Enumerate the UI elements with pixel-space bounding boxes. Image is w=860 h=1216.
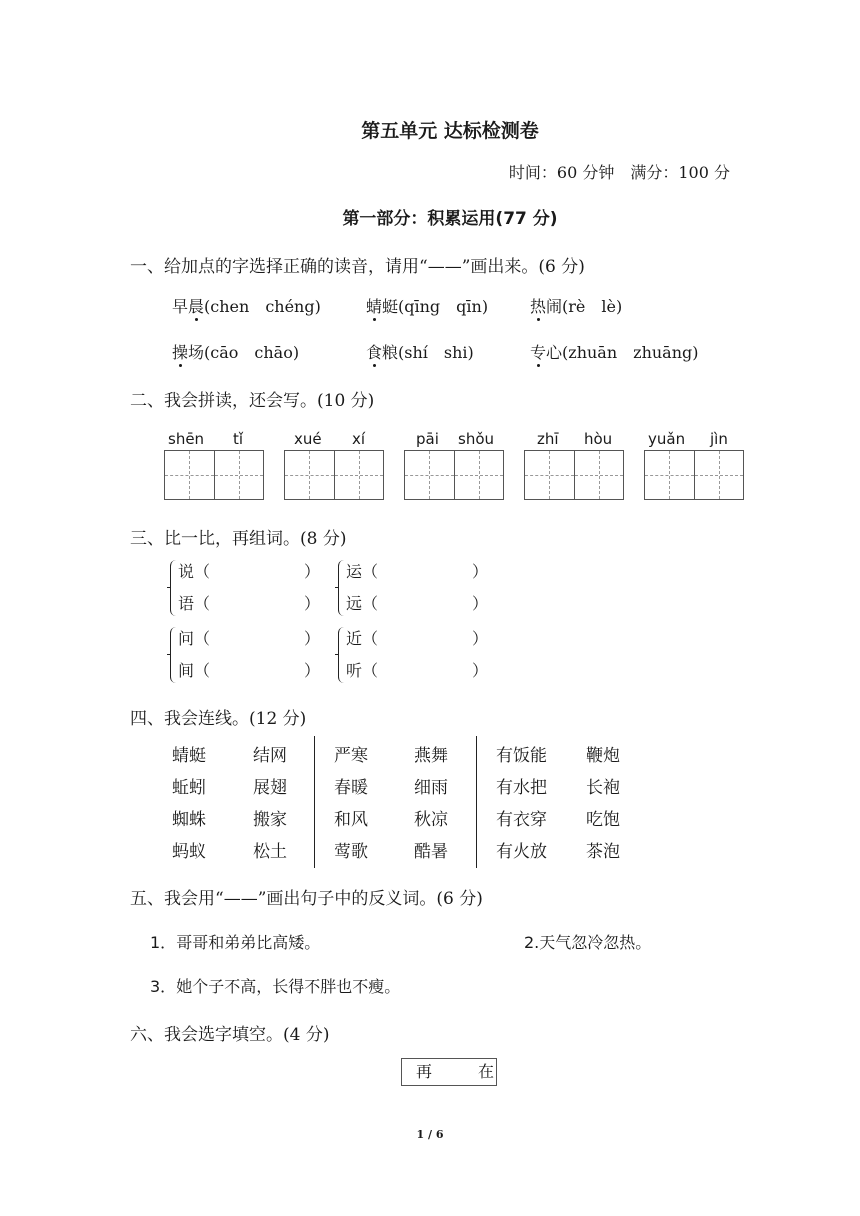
match-word[interactable]: 松土	[253, 842, 287, 862]
pinyin-label: shǒu	[458, 430, 495, 448]
match-word[interactable]: 吃饱	[586, 810, 620, 830]
match-word[interactable]: 蜻蜓	[172, 746, 206, 766]
writing-grid[interactable]	[524, 450, 624, 500]
compare-row[interactable]: 问（ ）	[178, 629, 321, 648]
compare-group	[346, 556, 488, 620]
pinyin-label: pāi	[416, 430, 439, 448]
grid-cell[interactable]	[214, 451, 263, 499]
match-word[interactable]: 春暖	[334, 778, 368, 798]
q1-item: 早晨(chen chéng)	[172, 297, 321, 316]
match-word[interactable]: 严寒	[334, 746, 368, 766]
pinyin-label: jìn	[710, 430, 728, 448]
match-word[interactable]: 有饭能	[496, 746, 547, 766]
brace-mark	[338, 627, 345, 683]
grid-cell[interactable]	[334, 451, 383, 499]
grid-cell[interactable]	[645, 451, 694, 499]
sentence-1[interactable]: 1．哥哥和弟弟比高矮。	[150, 933, 321, 952]
match-word[interactable]: 展翅	[253, 778, 287, 798]
match-word[interactable]: 蚯蚓	[172, 778, 206, 798]
grid-cell[interactable]	[165, 451, 214, 499]
match-column	[253, 740, 287, 868]
match-column	[414, 740, 448, 868]
q1-item: 热闹(rè lè)	[530, 297, 623, 316]
match-column	[496, 740, 547, 868]
match-column	[586, 740, 620, 868]
pinyin-label: xué	[294, 430, 322, 448]
writing-grid[interactable]	[404, 450, 504, 500]
q2-heading: 二、我会拼读，还会写。(10 分)	[130, 391, 375, 411]
match-word[interactable]: 有水把	[496, 778, 547, 798]
match-word[interactable]: 莺歌	[334, 842, 368, 862]
match-word[interactable]: 搬家	[253, 810, 287, 830]
q1-item: 操场(cāo chāo)	[172, 343, 300, 362]
pinyin-label: tǐ	[233, 430, 244, 448]
match-word[interactable]: 燕舞	[414, 746, 448, 766]
match-word[interactable]: 秋凉	[414, 810, 448, 830]
page-number: 1 / 6	[416, 1128, 444, 1141]
writing-grid[interactable]	[284, 450, 384, 500]
q1-item: 蜻蜓(qīng qīn)	[366, 297, 489, 316]
compare-row[interactable]: 近（ ）	[346, 629, 489, 648]
part-heading: 第一部分：积累运用(77 分)	[342, 209, 558, 229]
match-word[interactable]: 蚂蚁	[172, 842, 206, 862]
grid-cell[interactable]	[405, 451, 454, 499]
compare-group	[178, 556, 320, 620]
compare-row[interactable]: 听（ ）	[346, 661, 489, 680]
column-divider	[314, 736, 315, 868]
compare-row[interactable]: 远（ ）	[346, 594, 489, 613]
match-word[interactable]: 长袍	[586, 778, 620, 798]
pinyin-label: zhī	[537, 430, 559, 448]
compare-row[interactable]: 运（ ）	[346, 562, 489, 581]
q3-heading: 三、比一比，再组词。(8 分)	[130, 529, 347, 549]
match-word[interactable]: 酷暑	[414, 842, 448, 862]
match-word[interactable]: 有衣穿	[496, 810, 547, 830]
brace-mark	[170, 627, 177, 683]
writing-grid[interactable]	[164, 450, 264, 500]
grid-cell[interactable]	[285, 451, 334, 499]
match-word[interactable]: 有火放	[496, 842, 547, 862]
column-divider	[476, 736, 477, 868]
match-column	[334, 740, 368, 868]
q6-heading: 六、我会选字填空。(4 分)	[130, 1025, 330, 1045]
page-title: 第五单元 达标检测卷	[361, 120, 539, 142]
brace-mark	[338, 560, 345, 616]
brace-mark	[170, 560, 177, 616]
match-column	[172, 740, 206, 868]
compare-row[interactable]: 语（ ）	[178, 594, 321, 613]
writing-grid[interactable]	[644, 450, 744, 500]
pinyin-label: shēn	[168, 430, 205, 448]
q1-item: 食粮(shí shi)	[366, 343, 474, 362]
grid-cell[interactable]	[525, 451, 574, 499]
compare-row[interactable]: 说（ ）	[178, 562, 321, 581]
pinyin-label: hòu	[584, 430, 613, 448]
pinyin-label: yuǎn	[648, 430, 686, 448]
grid-cell[interactable]	[454, 451, 503, 499]
compare-group	[346, 623, 488, 687]
exam-meta: 时间：60 分钟 满分：100 分	[508, 163, 730, 182]
sentence-3[interactable]: 3．她个子不高，长得不胖也不瘦。	[150, 977, 401, 996]
grid-cell[interactable]	[694, 451, 743, 499]
match-word[interactable]: 鞭炮	[586, 746, 620, 766]
compare-group	[178, 623, 320, 687]
choice-word[interactable]: 再	[416, 1062, 433, 1081]
word-choice-box	[401, 1058, 497, 1086]
match-word[interactable]: 细雨	[414, 778, 448, 798]
choice-word[interactable]: 在	[478, 1062, 495, 1081]
pinyin-label: xí	[352, 430, 366, 448]
q1-item: 专心(zhuān zhuāng)	[530, 343, 699, 362]
q5-heading: 五、我会用“——”画出句子中的反义词。(6 分)	[130, 889, 483, 909]
match-word[interactable]: 蜘蛛	[172, 810, 206, 830]
grid-cell[interactable]	[574, 451, 623, 499]
match-word[interactable]: 茶泡	[586, 842, 620, 862]
compare-row[interactable]: 间（ ）	[178, 661, 321, 680]
q1-heading: 一、给加点的字选择正确的读音，请用“——”画出来。(6 分)	[130, 257, 585, 277]
match-word[interactable]: 和风	[334, 810, 368, 830]
match-word[interactable]: 结网	[253, 746, 287, 766]
q4-heading: 四、我会连线。(12 分)	[130, 709, 307, 729]
sentence-2[interactable]: 2.天气忽冷忽热。	[524, 933, 652, 952]
